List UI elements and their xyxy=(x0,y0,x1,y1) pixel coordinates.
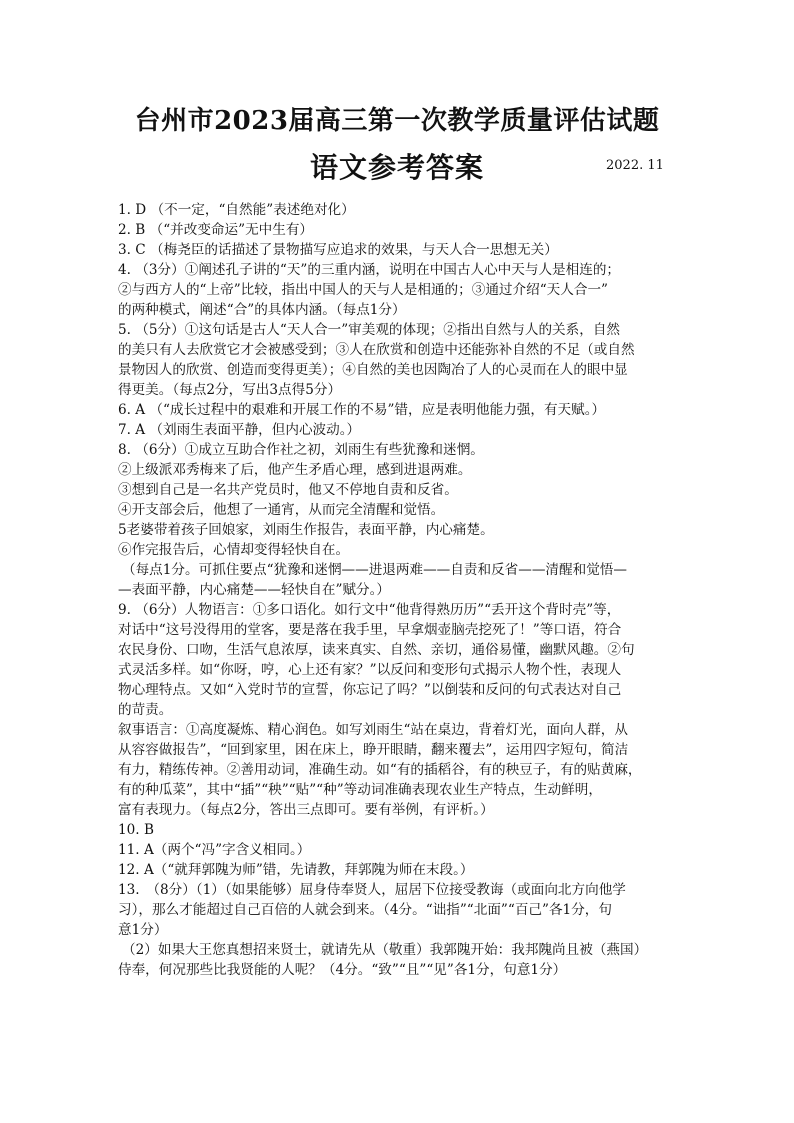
answer-line: 3. C （梅尧臣的话描述了景物描写应追求的效果，与天人合一思想无关） xyxy=(118,242,558,258)
answer-line: 6. A （“成长过程中的艰难和开展工作的不易”错，应是表明他能力强，有天赋。） xyxy=(118,402,606,418)
answer-line: 有的种瓜菜”，其中“插”“秧”“贴”“种”等动词准确表现农业生产特点，生动鲜明， xyxy=(118,782,602,798)
answer-line: 12. A（“就拜郭隗为师”错，先请教，拜郭隗为师在末段。） xyxy=(118,862,474,878)
answer-line: 式灵活多样。如“你呀，哼，心上还有家？”以反问和变形句式揭示人物个性，表现人 xyxy=(118,662,622,678)
answer-line: 2. B （“并改变命运”无中生有） xyxy=(118,222,314,238)
answer-line: 5. （5分）①这句话是古人“天人合一”审美观的体现；②指出自然与人的关系，自然 xyxy=(118,322,621,338)
answer-line: 4. （3分）①阐述孔子讲的“天”的三重内涵，说明在中国古人心中天与人是相连的； xyxy=(118,262,621,278)
answer-line: 得更美。（每点2分，写出3点得5分） xyxy=(118,382,342,398)
answer-line: 11. A（两个“冯”字含义相同。） xyxy=(118,842,311,858)
answer-line: （2）如果大王您真想招来贤士，就请先从（敬重）我郭隗开始：我邦隗尚且被（燕国） xyxy=(122,942,648,958)
answer-line: ②与西方人的“上帝”比较，指出中国人的天与人是相通的；③通过介绍“天人合一” xyxy=(118,282,608,298)
document-subtitle: 语文参考答案 xyxy=(309,151,484,184)
answer-line: ③想到自己是一名共产党员时，他又不停地自责和反省。 xyxy=(118,482,458,498)
answer-line: 侍奉，何况那些比我贤能的人呢？（4分。“致”“且”“见”各1分，句意1分） xyxy=(118,962,567,978)
answer-line: 的苛责。 xyxy=(118,702,173,718)
answer-line: —表面平静，内心痛楚——轻快自在”赋分。） xyxy=(118,582,391,598)
document-date: 2022. 11 xyxy=(606,158,664,173)
answer-line: ②上级派邓秀梅来了后，他产生矛盾心理，感到进退两难。 xyxy=(118,462,472,478)
answer-line: 意1分） xyxy=(118,922,168,938)
answer-line: 叙事语言：①高度凝炼、精心润色。如写刘雨生“站在桌边，背着灯光，面向人群，从 xyxy=(118,722,628,738)
answer-line: 8. （6分）①成立互助合作社之初，刘雨生有些犹豫和迷惘。 xyxy=(118,442,484,458)
answer-line: （每点1分。可抓住要点“犹豫和迷惘——进退两难——自责和反省——清醒和觉悟— xyxy=(122,562,627,578)
answer-line: 10. B xyxy=(118,822,154,838)
answer-line: 从容容做报告”，“回到家里，困在床上，睁开眼睛，翻来覆去”，运用四字短句，简洁 xyxy=(118,742,629,758)
answer-line: 景物因人的欣赏、创造而变得更美）；④自然的美也因陶冶了人的心灵而在人的眼中显 xyxy=(118,362,628,378)
answer-line: 9. （6分）人物语言：①多口语化。如行文中“他背得熟历历”“丢开这个背时壳”等， xyxy=(118,602,621,618)
answer-line: 习），那么才能超过自己百倍的人就会到来。（4分。“诎指”“北面”“百己”各1分，句 xyxy=(118,902,612,918)
answer-line: 农民身份、口吻，生活气息浓厚，读来真实、自然、亲切，通俗易懂，幽默风趣。②句 xyxy=(118,642,635,658)
document-title: 台州市2023届高三第一次教学质量评估试题 xyxy=(134,106,660,136)
answer-line: 13. （8分）（1）（如果能够）屈身侍奉贤人，屈居下位接受教诲（或面向北方向他学 xyxy=(118,882,626,898)
answer-line: 的两种模式，阐述“合”的具体内涵。（每点1分） xyxy=(118,302,406,318)
answer-line: 对话中“这号没得用的堂客，要是落在我手里，早拿烟壶脑壳挖死了！”等口语，符合 xyxy=(118,622,622,638)
answer-line: 1. D （不一定，“自然能”表述绝对化） xyxy=(118,202,355,218)
answer-line: 富有表现力。（每点2分，答出三点即可。要有举例，有评析。） xyxy=(118,802,494,818)
answer-line: 7. A （刘雨生表面平静，但内心波动。） xyxy=(118,422,361,438)
answer-line: 的美只有人去欣赏它才会被感受到；③人在欣赏和创造中还能弥补自然的不足（或自然 xyxy=(118,342,635,358)
answer-line: 物心理特点。又如“入党时节的宣誓，你忘记了吗？”以倒装和反问的句式表达对自己 xyxy=(118,682,622,698)
answer-body xyxy=(118,200,680,980)
answer-line: 5老婆带着孩子回娘家，刘雨生作报告，表面平静，内心痛楚。 xyxy=(118,522,494,538)
answer-line: 有力，精练传神。②善用动词，准确生动。如“有的插稻谷，有的秧豆子，有的贴黄麻， xyxy=(118,762,642,778)
answer-line: ④开支部会后，他想了一通宵，从而完全清醒和觉悟。 xyxy=(118,502,445,518)
answer-line: ⑥作完报告后，心情却变得轻快自在。 xyxy=(118,542,350,558)
